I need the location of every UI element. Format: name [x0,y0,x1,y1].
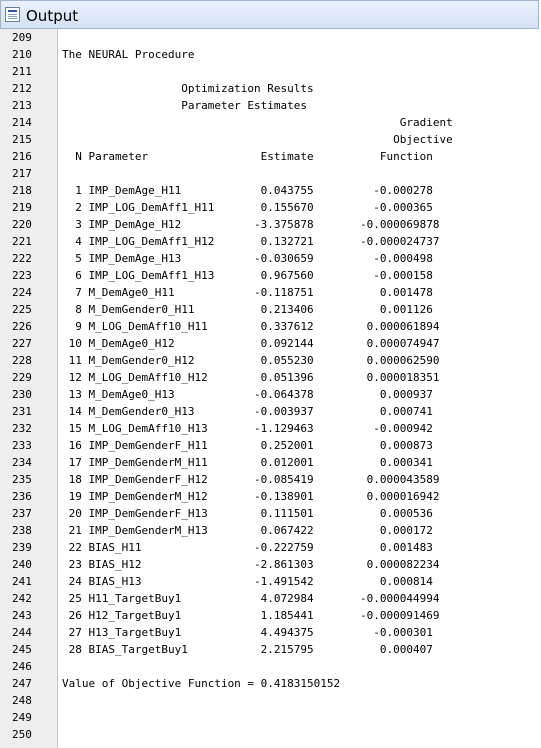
line-number: 212 [12,82,32,95]
line-number: 227 [12,337,32,350]
line-text: 5 IMP_DemAge_H13 -0.030659 -0.000498 [62,252,433,265]
output-line [0,80,541,97]
output-line [0,267,541,284]
line-number: 236 [12,490,32,503]
output-line [0,284,541,301]
output-line [0,522,541,539]
line-number: 235 [12,473,32,486]
line-number: 224 [12,286,32,299]
line-text: 27 H13_TargetBuy1 4.494375 -0.000301 [62,626,433,639]
line-number: 217 [12,167,32,180]
output-window-icon [5,7,20,22]
output-line [0,29,541,46]
output-line [0,624,541,641]
line-number: 210 [12,48,32,61]
line-number: 229 [12,371,32,384]
line-text: 17 IMP_DemGenderM_H11 0.012001 0.000341 [62,456,433,469]
line-number: 243 [12,609,32,622]
line-number: 244 [12,626,32,639]
line-text: 26 H12_TargetBuy1 1.185441 -0.000091469 [62,609,440,622]
line-number: 234 [12,456,32,469]
line-number: 209 [12,31,32,44]
output-line [0,556,541,573]
line-text: 7 M_DemAge0_H11 -0.118751 0.001478 [62,286,433,299]
line-number: 232 [12,422,32,435]
output-line [0,658,541,675]
line-text: 24 BIAS_H13 -1.491542 0.000814 [62,575,433,588]
line-text: 14 M_DemGender0_H13 -0.003937 0.000741 [62,405,433,418]
output-line [0,539,541,556]
line-number: 220 [12,218,32,231]
line-text: 23 BIAS_H12 -2.861303 0.000082234 [62,558,440,571]
line-number: 221 [12,235,32,248]
output-line [0,607,541,624]
line-text: 12 M_LOG_DemAff10_H12 0.051396 0.000018351 [62,371,440,384]
line-text: 3 IMP_DemAge_H12 -3.375878 -0.000069878 [62,218,440,231]
line-text: 16 IMP_DemGenderF_H11 0.252001 0.000873 [62,439,433,452]
output-line [0,250,541,267]
line-number: 226 [12,320,32,333]
line-number: 240 [12,558,32,571]
line-number: 228 [12,354,32,367]
line-text: 21 IMP_DemGenderM_H13 0.067422 0.000172 [62,524,433,537]
line-text: 20 IMP_DemGenderF_H13 0.111501 0.000536 [62,507,433,520]
output-line [0,63,541,80]
line-number: 245 [12,643,32,656]
line-text: The NEURAL Procedure [62,48,195,61]
output-line [0,692,541,709]
output-line [0,97,541,114]
line-number: 211 [12,65,32,78]
line-text: 6 IMP_LOG_DemAff1_H13 0.967560 -0.000158 [62,269,433,282]
line-number: 225 [12,303,32,316]
output-line [0,335,541,352]
output-line [0,709,541,726]
output-line [0,386,541,403]
line-number: 213 [12,99,32,112]
line-text: 13 M_DemAge0_H13 -0.064378 0.000937 [62,388,433,401]
line-number: 238 [12,524,32,537]
line-text: 8 M_DemGender0_H11 0.213406 0.001126 [62,303,433,316]
line-text: Optimization Results [62,82,314,95]
output-window-titlebar[interactable] [0,0,539,29]
output-line [0,233,541,250]
line-text: Objective [62,133,453,146]
line-number: 233 [12,439,32,452]
output-line [0,488,541,505]
line-number: 219 [12,201,32,214]
line-number: 248 [12,694,32,707]
line-text: 11 M_DemGender0_H12 0.055230 0.000062590 [62,354,440,367]
output-line [0,641,541,658]
output-line [0,454,541,471]
line-number: 214 [12,116,32,129]
output-line [0,573,541,590]
line-text: 19 IMP_DemGenderM_H12 -0.138901 0.000016942 [62,490,440,503]
output-line [0,148,541,165]
line-text: 15 M_LOG_DemAff10_H13 -1.129463 -0.000942 [62,422,433,435]
line-number: 216 [12,150,32,163]
output-line [0,726,541,743]
line-number: 242 [12,592,32,605]
line-text: Value of Objective Function = 0.4183150152 [62,677,341,690]
output-line [0,590,541,607]
line-number: 237 [12,507,32,520]
output-line [0,403,541,420]
line-text: 25 H11_TargetBuy1 4.072984 -0.000044994 [62,592,440,605]
output-line [0,216,541,233]
output-line [0,318,541,335]
window-title: Output [26,7,79,25]
line-number: 215 [12,133,32,146]
line-text: 18 IMP_DemGenderF_H12 -0.085419 0.000043589 [62,473,440,486]
line-number: 246 [12,660,32,673]
output-line [0,471,541,488]
line-text: 2 IMP_LOG_DemAff1_H11 0.155670 -0.000365 [62,201,433,214]
line-text: 1 IMP_DemAge_H11 0.043755 -0.000278 [62,184,433,197]
output-line [0,420,541,437]
line-text: 10 M_DemAge0_H12 0.092144 0.000074947 [62,337,440,350]
line-text: Parameter Estimates [62,99,308,112]
output-line [0,352,541,369]
line-text: 22 BIAS_H11 -0.222759 0.001483 [62,541,433,554]
line-text: N Parameter Estimate Function [62,150,433,163]
line-number: 239 [12,541,32,554]
output-text-area[interactable] [0,29,541,743]
output-line [0,165,541,182]
line-number: 223 [12,269,32,282]
line-text: Gradient [62,116,453,129]
line-number: 241 [12,575,32,588]
line-text: 28 BIAS_TargetBuy1 2.215795 0.000407 [62,643,433,656]
line-number: 230 [12,388,32,401]
line-text: 9 M_LOG_DemAff10_H11 0.337612 0.000061894 [62,320,440,333]
output-line [0,199,541,216]
line-number: 222 [12,252,32,265]
output-line [0,675,541,692]
output-line [0,301,541,318]
line-number: 249 [12,711,32,724]
output-line [0,114,541,131]
line-number: 231 [12,405,32,418]
line-text: 4 IMP_LOG_DemAff1_H12 0.132721 -0.000024737 [62,235,440,248]
output-line [0,505,541,522]
line-number: 250 [12,728,32,741]
output-line [0,182,541,199]
output-line [0,131,541,148]
line-number: 218 [12,184,32,197]
line-number: 247 [12,677,32,690]
output-line [0,46,541,63]
output-line [0,369,541,386]
output-line [0,437,541,454]
